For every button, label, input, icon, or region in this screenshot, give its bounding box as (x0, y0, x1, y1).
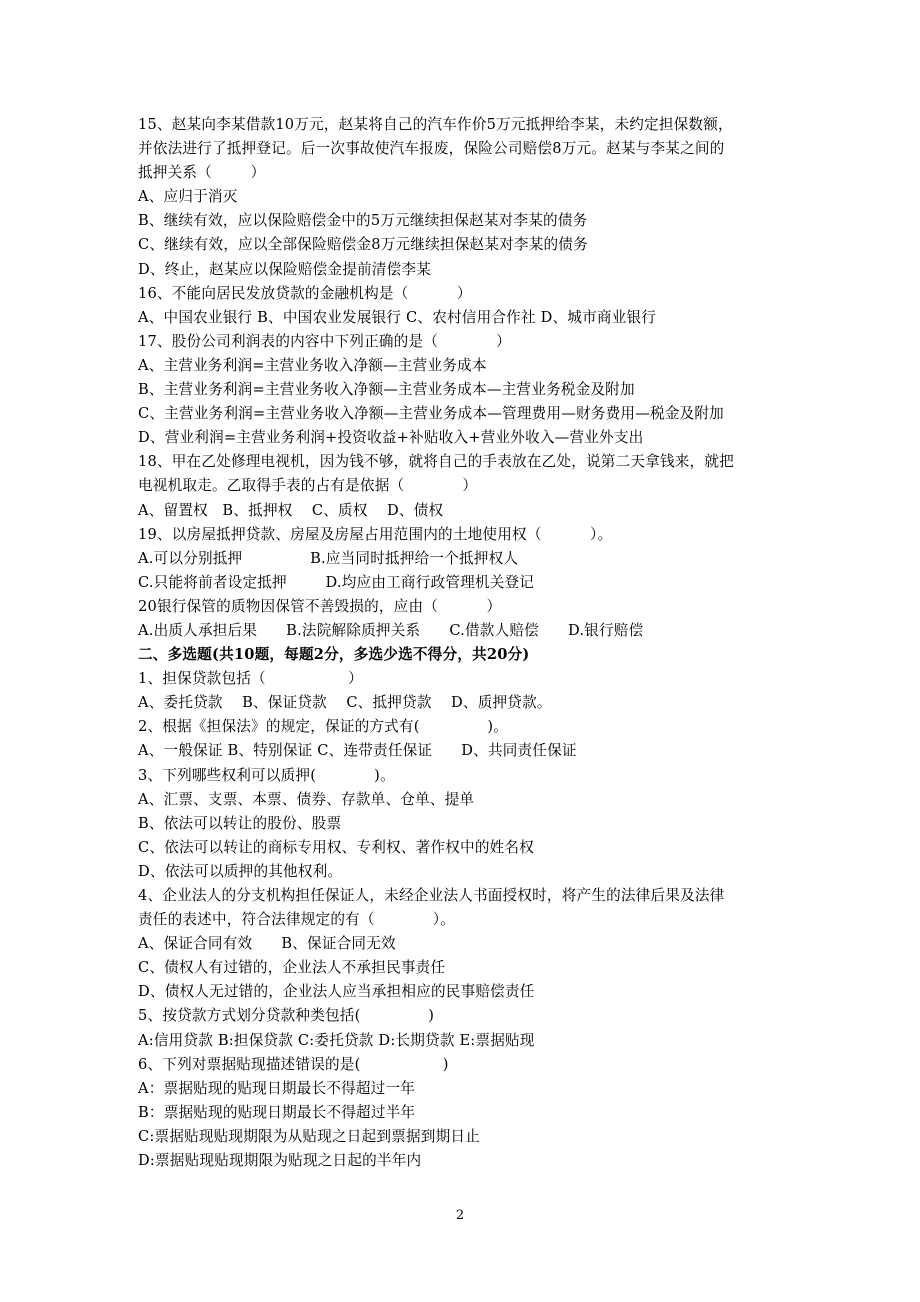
question-18-options: A、留置权 B、抵押权 C、质权 D、债权 (138, 501, 444, 519)
question-17-option-c: C、主营业务利润=主营业务收入净额—主营业务成本—管理费用—财务费用—税金及附加 (138, 405, 724, 423)
question-15-line-3: 抵押关系（ ） (138, 164, 266, 182)
question-15-option-a: A、应归于消灭 (138, 188, 238, 206)
question-17-option-d: D、营业利润=主营业务利润+投资收益+补贴收入+营业外收入—营业外支出 (138, 429, 644, 447)
mc-question-5: 5、按贷款方式划分贷款种类包括( ) (138, 1007, 435, 1025)
question-17: 17、股份公司利润表的内容中下列正确的是（ ） (138, 332, 511, 350)
mc-question-3-option-d: D、依法可以质押的其他权利。 (138, 862, 343, 880)
question-16: 16、不能向居民发放贷款的金融机构是（ ） (138, 284, 472, 302)
mc-question-1: 1、担保贷款包括（ ） (138, 670, 363, 688)
mc-question-3: 3、下列哪些权利可以质押( )。 (138, 766, 395, 784)
mc-question-5-options: A:信用贷款 B:担保贷款 C:委托贷款 D:长期贷款 E:票据贴现 (138, 1031, 535, 1049)
question-17-option-b: B、主营业务利润=主营业务收入净额—主营业务成本—主营业务税金及附加 (138, 381, 635, 399)
mc-question-2: 2、根据《担保法》的规定，保证的方式有( )。 (138, 718, 509, 736)
page-number: 2 (455, 1208, 465, 1223)
question-15-option-b: B、继续有效，应以保险赔偿金中的5万元继续担保赵某对李某的债务 (138, 212, 588, 230)
question-15-option-d: D、终止，赵某应以保险赔偿金提前清偿李某 (138, 260, 431, 278)
question-17-option-a: A、主营业务利润=主营业务收入净额—主营业务成本 (138, 356, 487, 374)
question-15-option-c: C、继续有效，应以全部保险赔偿金8万元继续担保赵某对李某的债务 (138, 236, 588, 254)
exam-content (138, 113, 788, 1173)
mc-question-3-option-a: A、汇票、支票、本票、债券、存款单、仓单、提单 (138, 790, 475, 808)
question-19-options-ab: A.可以分别抵押 B.应当同时抵押给一个抵押权人 (138, 549, 519, 567)
mc-question-3-option-b: B、依法可以转让的股份、股票 (138, 814, 342, 832)
question-18-line-1: 18、甲在乙处修理电视机，因为钱不够，就将自己的手表放在乙处，说第二天拿钱来，就把 (138, 453, 734, 471)
question-16-options: A、中国农业银行 B、中国农业发展银行 C、农村信用合作社 D、城市商业银行 (138, 308, 657, 326)
mc-question-6: 6、下列对票据贴现描述错误的是( ) (138, 1055, 449, 1073)
section-heading-multiple-choice: 二、多选题(共10题，每题2分，多选少选不得分，共20分) (138, 646, 530, 664)
mc-question-4-option-c: C、债权人有过错的，企业法人不承担民事责任 (138, 959, 446, 977)
question-19-options-cd: C.只能将前者设定抵押 D.均应由工商行政管理机关登记 (138, 573, 535, 591)
mc-question-1-options: A、委托贷款 B、保证贷款 C、抵押贷款 D、质押贷款。 (138, 694, 552, 712)
question-15-line-1: 15、赵某向李某借款10万元，赵某将自己的汽车作价5万元抵押给李某，未约定担保数额， (138, 116, 733, 133)
mc-question-4-options-ab: A、保证合同有效 B、保证合同无效 (138, 935, 396, 953)
question-20-options: A.出质人承担后果 B.法院解除质押关系 C.借款人赔偿 D.银行赔偿 (138, 621, 644, 639)
mc-question-3-option-c: C、依法可以转让的商标专用权、专利权、著作权中的姓名权 (138, 838, 535, 856)
question-15-line-2: 并依法进行了抵押登记。后一次事故使汽车报废，保险公司赔偿8万元。赵某与李某之间的 (138, 140, 725, 158)
question-20: 20银行保管的质物因保管不善毁损的，应由（ ） (138, 597, 502, 615)
mc-question-6-option-a: A：票据贴现的贴现日期最长不得超过一年 (138, 1079, 416, 1097)
question-19: 19、以房屋抵押贷款、房屋及房屋占用范围内的土地使用权（ ）。 (138, 525, 613, 543)
question-18-line-2: 电视机取走。乙取得手表的占有是依据（ ） (138, 477, 478, 495)
mc-question-6-option-d: D:票据贴现贴现期限为贴现之日起的半年内 (138, 1152, 422, 1170)
mc-question-2-options: A、一般保证 B、特别保证 C、连带责任保证 D、共同责任保证 (138, 742, 577, 760)
mc-question-6-option-b: B：票据贴现的贴现日期最长不得超过半年 (138, 1103, 416, 1121)
mc-question-4-option-d: D、债权人无过错的，企业法人应当承担相应的民事赔偿责任 (138, 983, 535, 1001)
mc-question-4-line-2: 责任的表述中，符合法律规定的有（ ）。 (138, 911, 456, 929)
mc-question-6-option-c: C:票据贴现贴现期限为从贴现之日起到票据到期日止 (138, 1127, 480, 1145)
mc-question-4-line-1: 4、企业法人的分支机构担任保证人，未经企业法人书面授权时，将产生的法律后果及法律 (138, 887, 725, 904)
